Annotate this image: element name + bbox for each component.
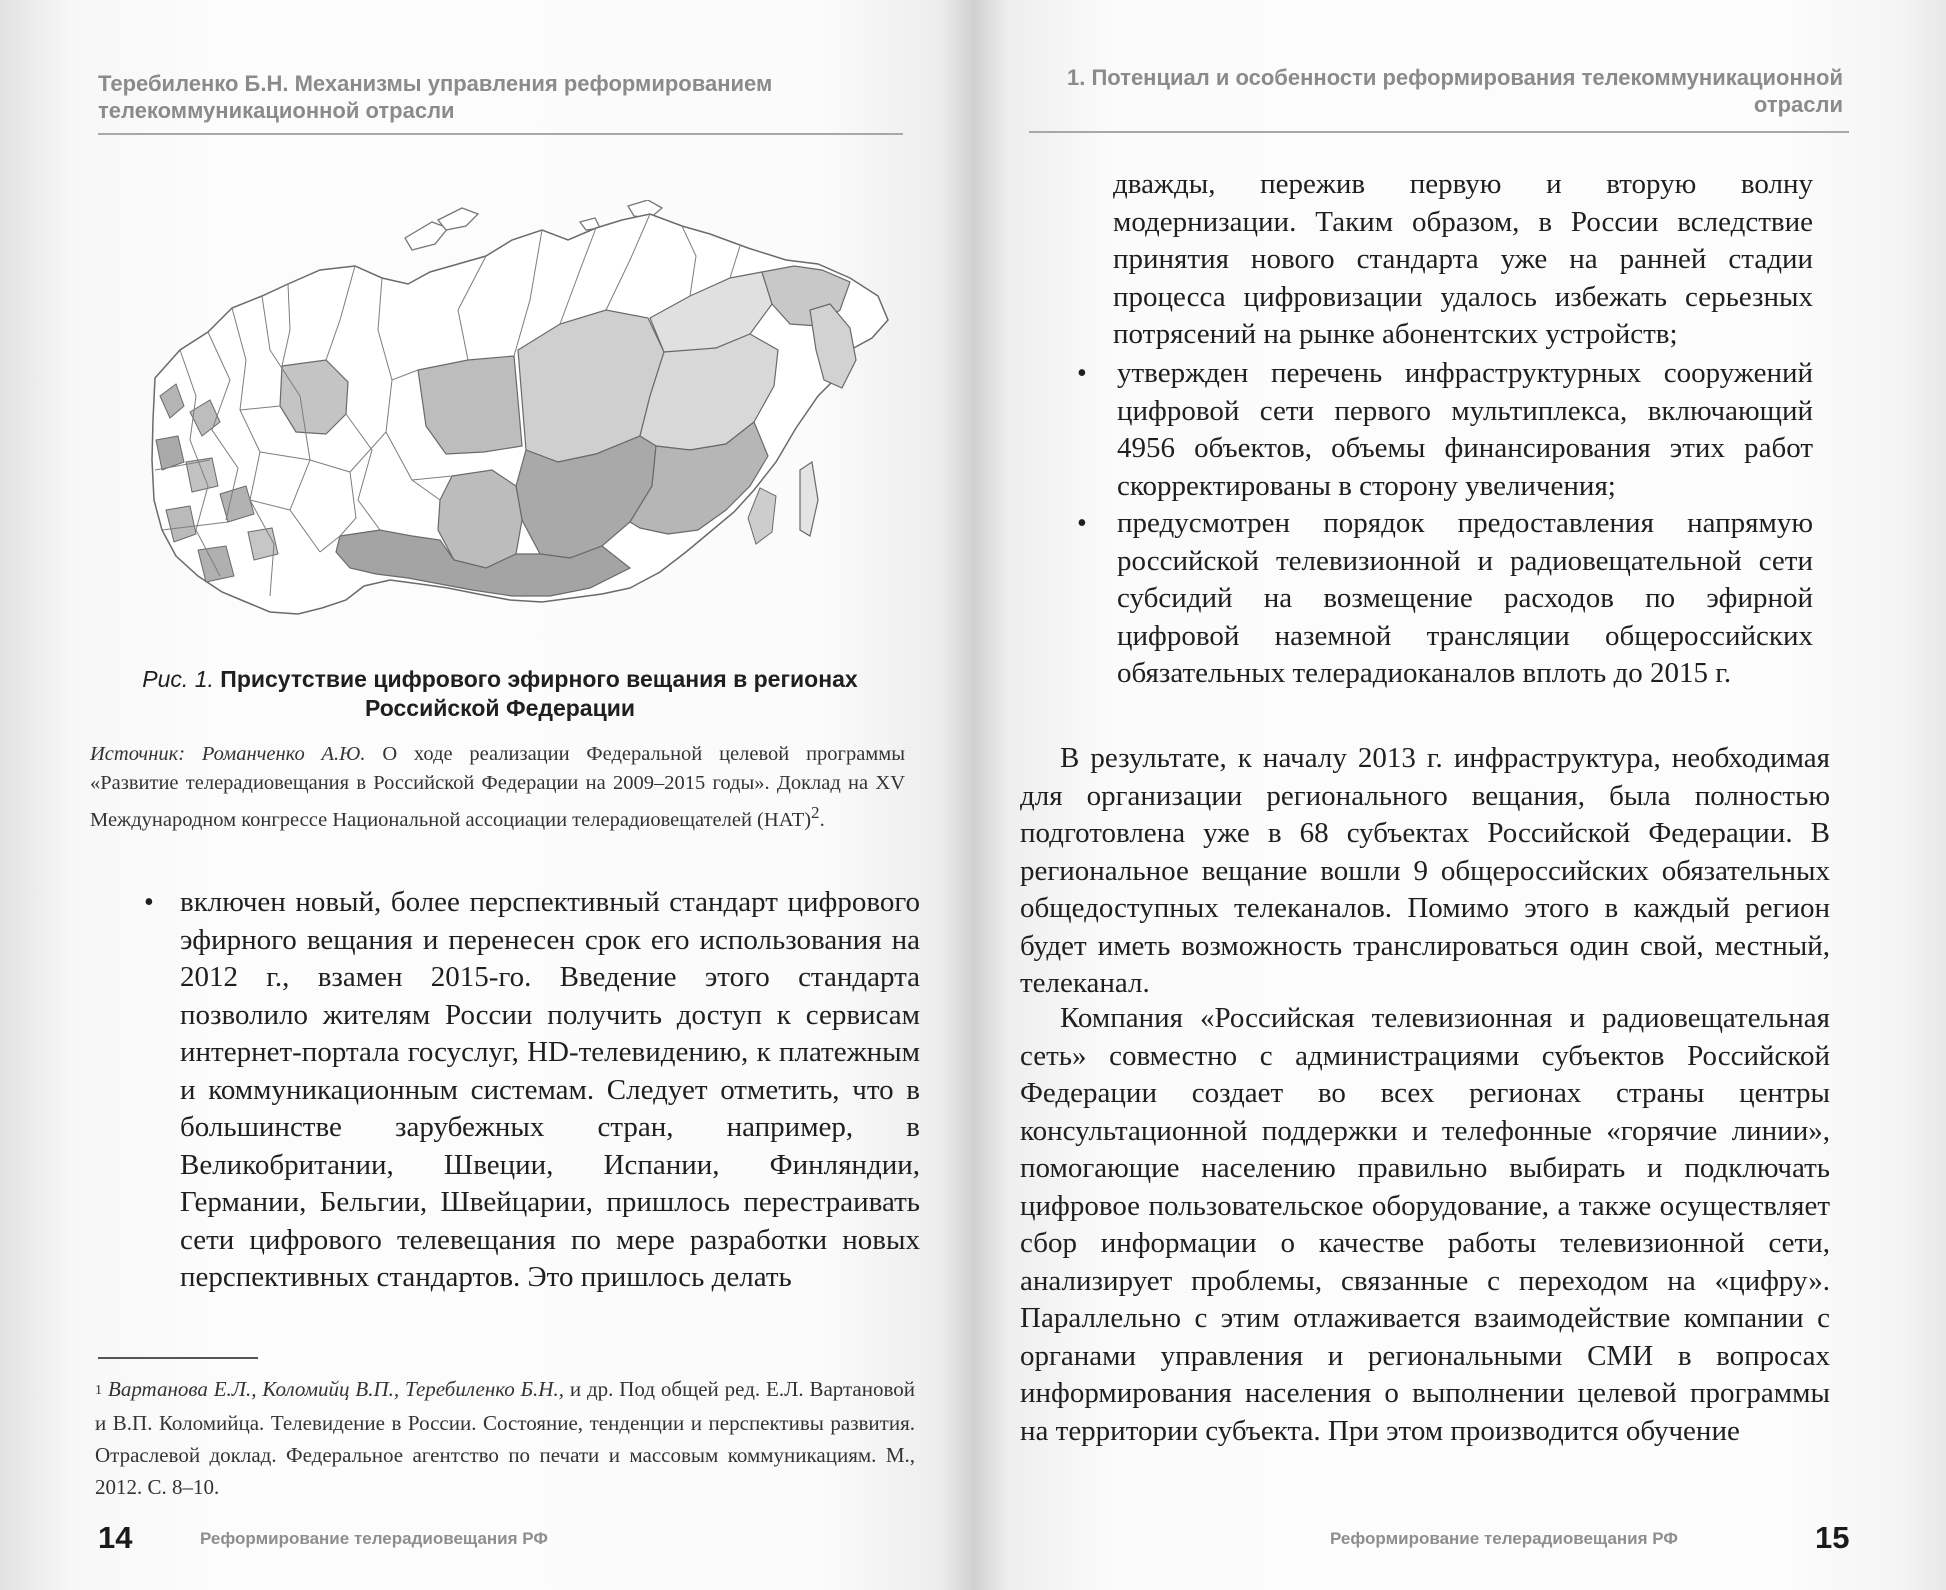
source-footnote-ref: 2 [811, 803, 820, 822]
footnote-authors: Вартанова Е.Л., Коломийц В.П., Теребиленко Б.Н., [108, 1377, 564, 1401]
bullet-text: утвержден перечень инфраструктурных сооружений цифровой сети первого мультиплекса, включающий 4956 объектов, объемы финансирования этих работ скорректированы в сторону увеличения; [1117, 357, 1813, 502]
bullet-icon: • [144, 887, 154, 918]
map-sakhalin [800, 462, 818, 536]
footnote-text: и др. Под общей ред. Е.Л. Вартановой и В.П. Коломийца. Телевидение в России. Состояние, тенденции и перспективы развития. Отраслевой доклад. Федеральное агентство по печати и массовым коммуникациям. М., 2012. С. 8–10. [95, 1377, 916, 1499]
list-item [1073, 355, 1813, 505]
list-item [140, 884, 920, 1297]
footer-title-left: Реформирование телерадиовещания РФ [200, 1529, 548, 1548]
map-island [438, 208, 478, 230]
bullet-icon: • [1077, 508, 1087, 539]
map-island [405, 222, 448, 250]
paragraph: Компания «Российская телевизионная и радиовещательная сеть» совместно с администрациями субъектов Российской Федерации создает во всех регионах страны центры консультационной поддержки и телефонные «горячие линии», помогающие населению правильно выбирать и подключать цифровое пользовательское оборудование, а также осуществляет сбор информации о качестве работы телевизионной сети, анализирует проблемы, связанные с переходом на «цифру». Параллельно с этим отлаживается взаимодействие компании с органами управления и региональными СМИ в вопросах информирования населения о выполнении целевой программы на территории субъекта. При этом производится обучение [1020, 1002, 1830, 1447]
page-number-left: 14 [98, 1520, 133, 1555]
source-label: Источник: Романченко А.Ю. [90, 743, 366, 765]
left-bullet-list [140, 884, 920, 1297]
footer-title-right: Реформирование телерадиовещания РФ [1330, 1529, 1678, 1548]
bullet-text: включен новый, более перспективный стандарт цифрового эфирного вещания и перенесен срок его использования на 2012 г., взамен 2015-го. Введение этого стандарта позволило жителям России получить доступ к сервисам интернет-портала госуслуг, HD-телевидению, к платежным и коммуникационным системам. Следует отметить, что в большинстве зарубежных стран, например, в Великобритании, Швеции, Испании, Финляндии, Германии, Бельгии, Швейцарии, пришлось перестраивать сети цифрового телевещания по мере разработки новых перспективных стандартов. Это пришлось делать [180, 886, 920, 1293]
footnote-rule [98, 1357, 258, 1359]
russia-regions-map [150, 200, 890, 630]
figure-source [90, 740, 905, 835]
map-region-shaded [438, 470, 522, 568]
continuation-text: дважды, пережив первую и вторую волну модернизации. Таким образом, в России вследствие принятия нового стандарта уже на ранней стадии процесса цифровизации удалось избежать серьезных потрясений на рынке абонентских устройств; [1113, 168, 1813, 350]
running-head-right: 1. Потенциал и особенности реформирования телекоммуникационной отрасли [1067, 65, 1843, 117]
footnote [95, 1373, 915, 1503]
footnote-number: 1 [95, 1383, 102, 1398]
source-end: . [819, 808, 825, 831]
paragraph: В результате, к началу 2013 г. инфраструктура, необходимая для организации регионального вещания, была полностью подготовлена уже в 68 субъектах Российской Федерации. В региональное вещание вошли 9 общероссийских обязательных общедоступных телеканалов. Помимо этого в каждый регион будет иметь возможность транслироваться один свой, местный, телеканал. [1020, 742, 1830, 999]
right-bullet-list [1073, 355, 1813, 693]
source-text: О ходе реализации Федеральной целевой программы «Развитие телерадиовещания в Российской Федерации на 2009–2015 годы». Доклад на XV Международном конгрессе Национальной ассоциации телерадиовещателей (НАТ) [90, 743, 906, 831]
figure-label: Рис. 1. [142, 666, 214, 692]
bullet-text: предусмотрен порядок предоставления напрямую российской телевизионной и радиовещательной сети субсидий на возмещение расходов по эфирной цифровой наземной трансляции общероссийских обязательных телерадиоканалов вплоть до 2015 г. [1117, 507, 1813, 689]
figure-caption [90, 665, 910, 723]
running-head-left: Теребиленко Б.Н. Механизмы управления реформированием телекоммуникационной отрасли [98, 71, 773, 123]
figure-title: Присутствие цифрового эфирного вещания в регионах Российской Федерации [220, 666, 858, 721]
header-rule-left [98, 133, 903, 135]
map-region-shaded [280, 360, 348, 434]
right-page [973, 0, 1946, 1590]
header-rule-right [1029, 131, 1849, 133]
page-number-right: 15 [1815, 1520, 1850, 1555]
bullet-icon: • [1077, 358, 1087, 389]
map-region-shaded [748, 488, 776, 544]
list-item [1073, 505, 1813, 693]
